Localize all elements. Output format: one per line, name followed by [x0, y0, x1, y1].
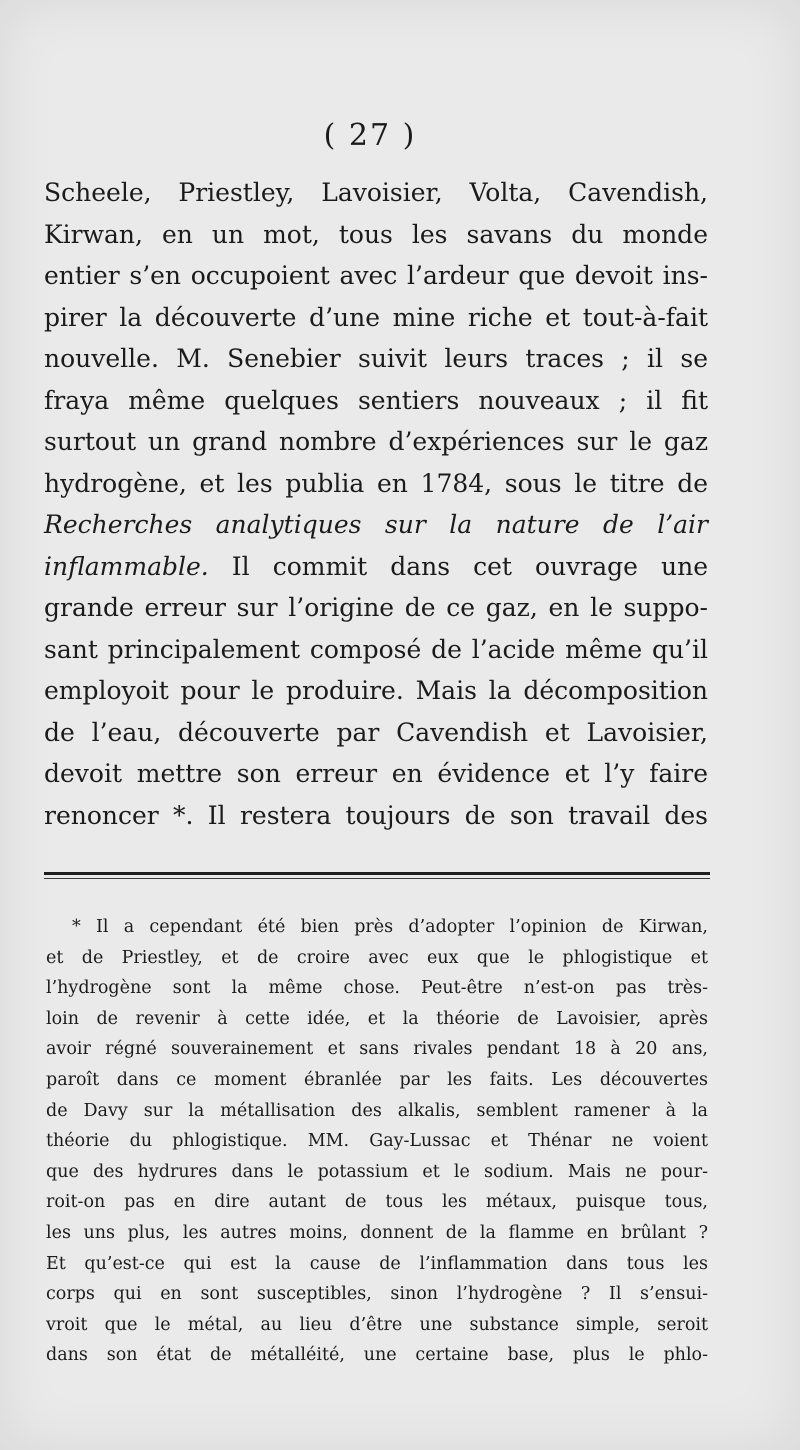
- text-line-italic-title: [44, 504, 708, 546]
- footnote-line: de Davy sur la métallisation des alkalis, semblent ramener à la: [46, 1100, 708, 1121]
- book-title-italic-end: inflammable.: [44, 551, 209, 581]
- text-line: Kirwan, en un mot, tous les savans du monde: [44, 219, 708, 249]
- footnote-line: roit-on pas en dire autant de tous les métaux, puisque tous,: [46, 1192, 708, 1213]
- text-line: fraya même quelques sentiers nouveaux ; il fit: [44, 385, 708, 415]
- text-line: de l’eau, découverte par Cavendish et Lavoisier,: [44, 717, 708, 747]
- footnote-line: avoir régné souverainement et sans rivales pendant 18 à 20 ans,: [46, 1039, 708, 1060]
- text-line: grande erreur sur l’origine de ce gaz, en le suppo-: [44, 593, 708, 622]
- footnote-line: les uns plus, les autres moins, donnent de la flamme en brûlant ?: [46, 1222, 708, 1243]
- footnote: [46, 912, 708, 1371]
- page-number: ( 27 ): [323, 118, 417, 153]
- footnote-line: que des hydrures dans le potassium et le sodium. Mais ne pour-: [46, 1161, 708, 1182]
- footnote-line: Et qu’est-ce qui est la cause de l’inflammation dans tous les: [46, 1253, 708, 1274]
- footnote-line: théorie du phlogistique. MM. Gay-Lussac et Thénar ne voient: [46, 1131, 708, 1152]
- text-line-rest: Il commit dans cet ouvrage une: [208, 551, 708, 581]
- text-line: hydrogène, et les publia en 1784, sous le titre de: [44, 468, 708, 498]
- text-line: [44, 546, 708, 588]
- text-line: devoit mettre son erreur en évidence et l’y faire: [44, 759, 708, 788]
- footnote-line: dans son état de métalléité, une certaine base, plus le phlo-: [46, 1345, 708, 1366]
- footnote-line: paroît dans ce moment ébranlée par les faits. Les découvertes: [46, 1069, 708, 1090]
- footnote-line: loin de revenir à cette idée, et la théorie de Lavoisier, après: [46, 1008, 708, 1029]
- footnote-line: l’hydrogène sont la même chose. Peut-être n’est-on pas très-: [46, 978, 708, 999]
- text-line: entier s’en occupoient avec l’ardeur que devoit ins-: [44, 261, 708, 290]
- text-line: pirer la découverte d’une mine riche et tout-à-fait: [44, 302, 708, 332]
- text-line: sant principalement composé de l’acide même qu’il: [44, 634, 708, 664]
- footnote-line: corps qui en sont susceptibles, sinon l’hydrogène ? Il s’ensui-: [46, 1284, 708, 1305]
- main-text: [44, 172, 708, 836]
- text-line: renoncer *. Il restera toujours de son travail des: [44, 800, 708, 830]
- footnote-line: et de Priestley, et de croire avec eux que le phlogistique et: [46, 947, 708, 968]
- footnote-divider: [44, 872, 710, 875]
- text-line: nouvelle. M. Senebier suivit leurs traces ; il se: [44, 344, 708, 373]
- footnote-line: * Il a cependant été bien près d’adopter l’opinion de Kirwan,: [72, 917, 708, 937]
- text-line: surtout un grand nombre d’expériences sur le gaz: [44, 427, 708, 456]
- text-line: Scheele, Priestley, Lavoisier, Volta, Cavendish,: [44, 178, 708, 207]
- text-line: employoit pour le produire. Mais la décomposition: [44, 676, 708, 705]
- footnote-divider-thin: [44, 878, 710, 879]
- book-title-italic: Recherches analytiques sur la nature de l’air: [44, 510, 708, 539]
- footnote-line: vroit que le métal, au lieu d’être une substance simple, seroit: [46, 1314, 708, 1335]
